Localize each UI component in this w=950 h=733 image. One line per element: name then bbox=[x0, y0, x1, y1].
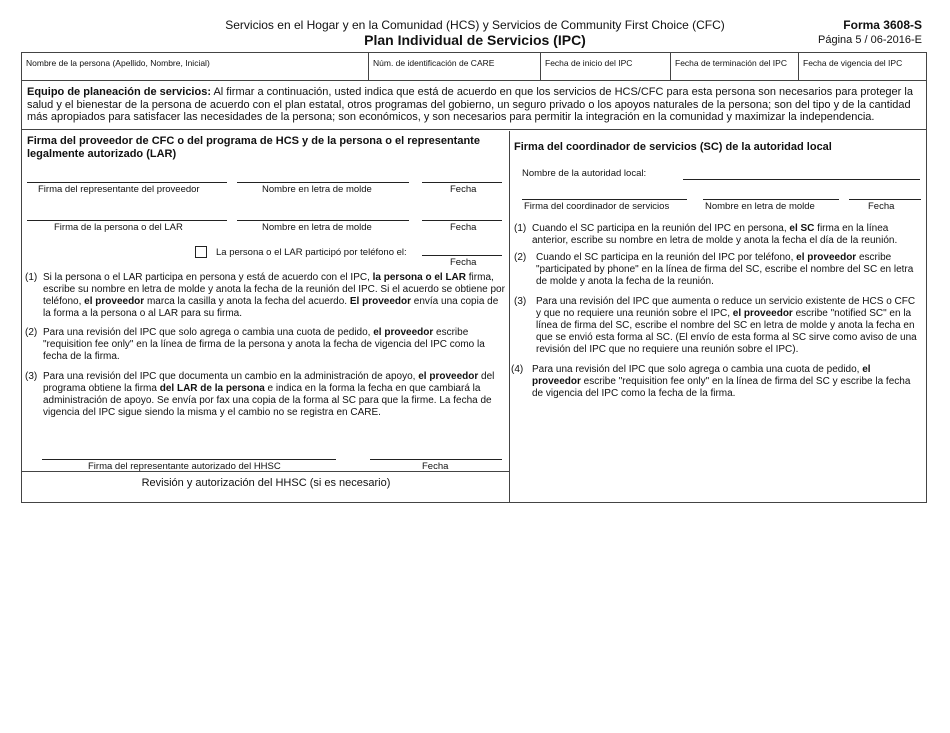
provider-date-label: Fecha bbox=[450, 184, 477, 195]
form-number: Forma 3608-S bbox=[843, 18, 922, 32]
person-print-name-label: Nombre en letra de molde bbox=[262, 222, 372, 233]
sc-signature-line[interactable] bbox=[522, 199, 687, 200]
provider-signature-section bbox=[22, 131, 510, 502]
person-print-name-line[interactable] bbox=[237, 220, 409, 221]
provider-instruction-2: (2) Para una revisión del IPC que solo agrega o cambia una cuota de pedido, el proveedor escribe "requisition fee only" en la línea de firma de la persona y anota la fecha de vigencia del IPC como la fecha de la firma. bbox=[25, 327, 485, 362]
page-info: Página 5 / 06-2016-E bbox=[818, 34, 922, 46]
provider-print-name-line[interactable] bbox=[237, 182, 409, 183]
provider-print-name-label: Nombre en letra de molde bbox=[262, 184, 372, 195]
form-frame bbox=[21, 52, 927, 503]
hhsc-date-line[interactable] bbox=[370, 459, 502, 460]
sc-instruction-4: (4) Para una revisión del IPC que solo agrega o cambia una cuota de pedido, el proveedor escribe "requisition fee only" en la línea de firma del SC y escribe la fecha de vigencia del IPC como la fecha de la firma. bbox=[511, 364, 911, 399]
planning-team-title: Equipo de planeación de servicios: bbox=[27, 86, 211, 98]
provider-signature-label: Firma del representante del proveedor bbox=[38, 184, 200, 195]
sc-instruction-2: (2) Cuando el SC participa en la reunión del IPC por teléfono, el proveedor escribe "participated by phone" en la línea de firma del SC, escribe el nombre del SC en letra de molde y anota la fecha de la reunión. bbox=[514, 252, 914, 287]
hhsc-signature-label: Firma del representante autorizado del HHSC bbox=[88, 461, 281, 472]
form-header-line1: Servicios en el Hogar y en la Comunidad (HCS) y Servicios de Community First Choice (CFC) bbox=[225, 18, 725, 32]
ipc-end-date-field[interactable] bbox=[671, 53, 799, 81]
provider-date-line[interactable] bbox=[422, 182, 502, 183]
sc-date-line[interactable] bbox=[849, 199, 921, 200]
provider-section-title: Firma del proveedor de CFC o del programa de HCS y de la persona o el representante legalmente autorizado (LAR) bbox=[27, 135, 480, 160]
ipc-effective-date-label: Fecha de vigencia del IPC bbox=[803, 58, 903, 68]
local-authority-name-line[interactable] bbox=[683, 179, 920, 180]
planning-team-text: Al firmar a continuación, usted indica que está de acuerdo en que los servicios de HCS/CFC para esta persona son necesarios para proteger la salud y el bienestar de la persona de acuerdo con el plan estatal, otros programas del gobierno, un seguro privado o los apoyos naturales de la persona; son del tipo y de la cantidad más apropiados para satisfacer las necesidades de la persona; son económicos, y son necesarios para permitir la integración en la comunidad y maximizar la independencia. bbox=[27, 86, 913, 123]
ipc-end-date-label: Fecha de terminación del IPC bbox=[675, 58, 787, 68]
ipc-start-date-label: Fecha de inicio del IPC bbox=[545, 58, 633, 68]
provider-instruction-1: (1) Si la persona o el LAR participa en persona y está de acuerdo con el IPC, la persona o el LAR firma, escribe su nombre en letra de molde y anota la fecha de la reunión del IPC. Si el acuerdo se obtiene por teléfono, el proveedor marca la casilla y anota la fecha del acuerdo. El proveedor envía una copia de la forma a la persona o al LAR para su firma. bbox=[25, 272, 505, 319]
sc-print-name-label: Nombre en letra de molde bbox=[705, 201, 815, 212]
planning-team-statement bbox=[22, 82, 926, 130]
sc-section-title: Firma del coordinador de servicios (SC) de la autoridad local bbox=[514, 141, 832, 153]
form-title: Plan Individual de Servicios (IPC) bbox=[364, 32, 586, 48]
person-signature-line[interactable] bbox=[27, 220, 227, 221]
service-coordinator-section bbox=[511, 131, 926, 502]
phone-date-label: Fecha bbox=[450, 257, 477, 268]
sc-instruction-1: (1) Cuando el SC participa en la reunión del IPC en persona, el SC firma en la línea anterior, escribe su nombre en letra de molde y anota la fecha el día de la reunión. bbox=[514, 223, 898, 246]
ipc-effective-date-field[interactable] bbox=[799, 53, 926, 81]
identification-row bbox=[22, 53, 926, 81]
person-signature-label: Firma de la persona o del LAR bbox=[54, 222, 183, 233]
sc-instruction-3: (3) Para una revisión del IPC que aumenta o reduce un servicio existente de HCS o CFC y que no requiere una reunión sobre el IPC, el proveedor escribe "notified SC" en la línea de firma del SC, escribe el nombre del SC en letra de molde y anota la fecha en que se envió esta forma al SC. (El envío de esta forma al SC sirve como aviso de una revisión del IPC que no requiere una reunión sobre el IPC). bbox=[514, 296, 917, 355]
hhsc-section-title: Revisión y autorización del HHSC (si es necesario) bbox=[141, 477, 391, 489]
ipc-start-date-field[interactable] bbox=[541, 53, 671, 81]
hhsc-date-label: Fecha bbox=[422, 461, 449, 472]
care-id-label: Núm. de identificación de CARE bbox=[373, 58, 495, 68]
phone-participation-checkbox[interactable] bbox=[195, 246, 207, 258]
phone-date-line[interactable] bbox=[422, 255, 502, 256]
person-name-label: Nombre de la persona (Apellido, Nombre, Inicial) bbox=[26, 58, 210, 68]
sc-print-name-line[interactable] bbox=[703, 199, 839, 200]
phone-participation-label: La persona o el LAR participó por teléfono el: bbox=[216, 247, 407, 258]
sc-date-label: Fecha bbox=[868, 201, 895, 212]
provider-instruction-3: (3) Para una revisión del IPC que documenta un cambio en la administración de apoyo, el proveedor del programa obtiene la firma del LAR de la persona e indica en la forma la fecha en que cambiará la administración de apoyo. Se envía por fax una copia de la forma al SC para que la firme. La fecha de vigencia del IPC sigue siendo la misma y el cambio no se registra en CARE. bbox=[25, 371, 495, 418]
local-authority-name-label: Nombre de la autoridad local: bbox=[522, 168, 647, 179]
person-date-label: Fecha bbox=[450, 222, 477, 233]
provider-signature-line[interactable] bbox=[27, 182, 227, 183]
person-date-line[interactable] bbox=[422, 220, 502, 221]
sc-signature-label: Firma del coordinador de servicios bbox=[524, 201, 670, 212]
person-name-field[interactable] bbox=[22, 53, 369, 81]
hhsc-signature-line[interactable] bbox=[42, 459, 336, 460]
care-id-field[interactable] bbox=[369, 53, 541, 81]
